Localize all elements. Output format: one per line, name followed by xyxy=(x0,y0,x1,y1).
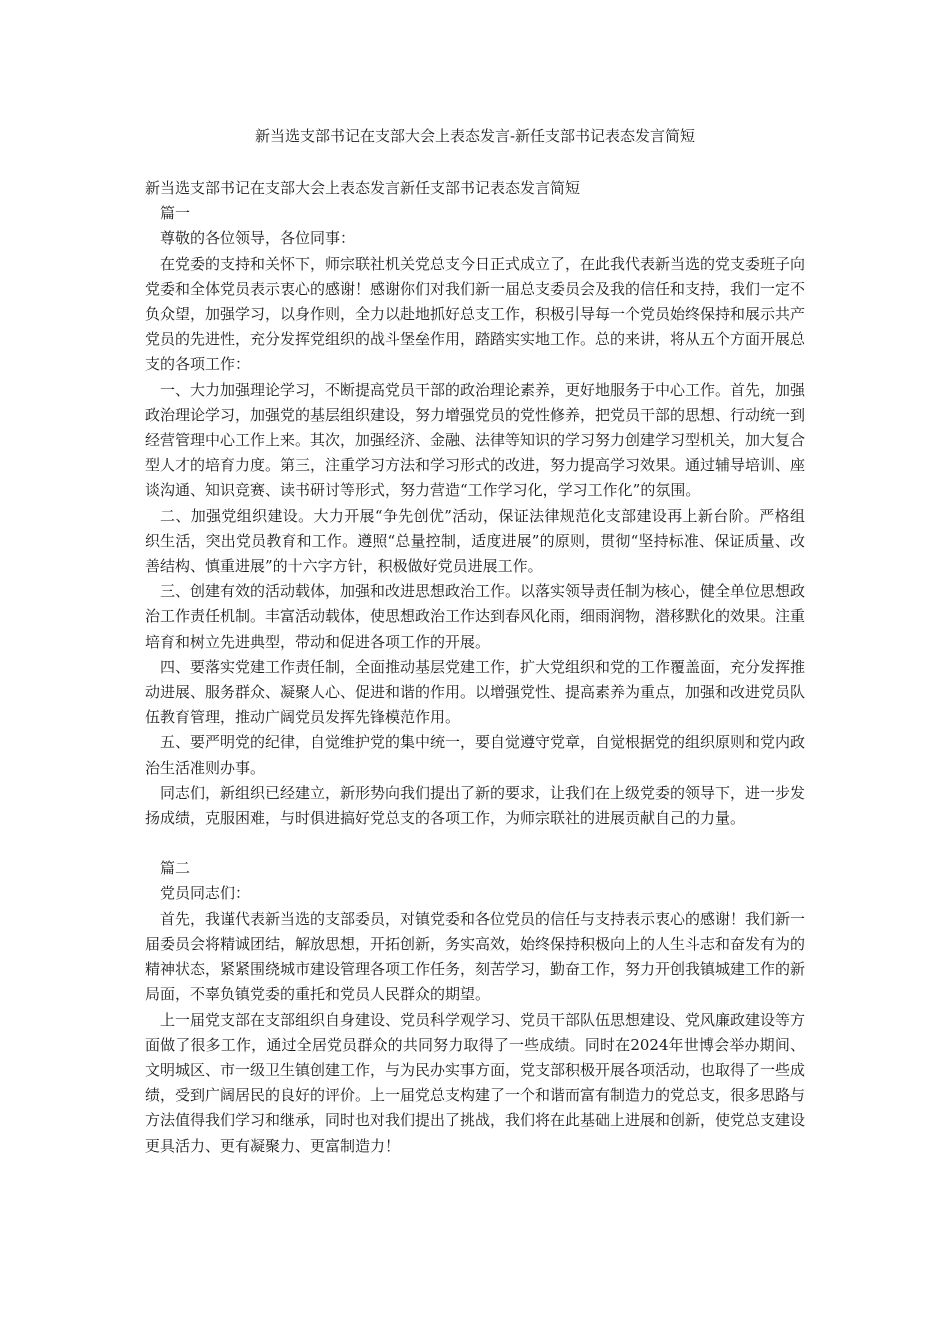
paragraph: 三、创建有效的活动载体，加强和改进思想政治工作。以落实领导责任制为核心，健全单位思想政治工作责任机制。丰富活动载体，使思想政治工作达到春风化雨，细雨润物，潜移默化的效果。注重培育和树立先进典型，带动和促进各项工作的开展。 xyxy=(145,582,806,651)
paragraph: 同志们，新组织已经建立，新形势向我们提出了新的要求，让我们在上级党委的领导下，进一步发扬成绩，克服困难，与时俱进搞好党总支的各项工作，为师宗联社的进展贡献自己的力量。 xyxy=(145,783,806,828)
section-spacer xyxy=(145,831,805,856)
paragraph: 在党委的支持和关怀下，师宗联社机关党总支今日正式成立了，在此我代表新当选的党支委班子向党委和全体党员表示衷心的感谢！感谢你们对我们新一届总支委员会及我的信任和支持，我们一定不负众望，加强学习，以身作则，全力以赴地抓好总支工作，积极引导每一个党员始终保持和展示共产党员的先进性，充分发挥党组织的战斗堡垒作用，踏踏实实地工作。总的来讲，将从五个方面开展总支的各项工作： xyxy=(145,254,806,374)
section-one xyxy=(145,201,805,831)
paragraph: 五、要严明党的纪律，自觉维护党的集中统一，要自觉遵守党章，自觉根据党的组织原则和党内政治生活准则办事。 xyxy=(145,733,806,777)
document-title: 新当选支部书记在支部大会上表态发言-新任支部书记表态发言简短 xyxy=(254,127,696,145)
salutation: 党员同志们： xyxy=(160,884,251,903)
paragraph: 首先，我谨代表新当选的支部委员，对镇党委和各位党员的信任与支持表示衷心的感谢！我们新一届委员会将精诚团结，解放思想，开拓创新，务实高效，始终保持积极向上的人生斗志和奋发有为的精神状态，紧紧围绕城市建设管理各项工作任务，刻苦学习，勤奋工作，努力开创我镇城建工作的新局面，不辜负镇党委的重托和党员人民群众的期望。 xyxy=(145,909,806,1004)
paragraph: 上一届党支部在支部组织自身建设、党员科学观学习、党员干部队伍思想建设、党风廉政建设等方面做了很多工作，通过全居党员群众的共同努力取得了一些成绩。同时在2024年世博会举办期间、文明城区、市一级卫生镇创建工作，与为民办实事方面，党支部积极开展各项活动，也取得了一些成绩，受到广阔居民的良好的评价。上一届党总支构建了一个和谐而富有制造力的党总支，很多思路与方法值得我们学习和继承，同时也对我们提出了挑战，我们将在此基础上进展和创新，使党总支建设更具活力、更有凝聚力、更富制造力！ xyxy=(145,1010,806,1155)
salutation: 尊敬的各位领导，各位同事： xyxy=(160,229,356,248)
paragraph: 四、要落实党建工作责任制，全面推动基层党建工作，扩大党组织和党的工作覆盖面，充分发挥推动进展、服务群众、凝聚人心、促进和谐的作用。以增强党性、提高素养为重点，加强和改进党员队伍教育管理，推动广阔党员发挥先锋模范作用。 xyxy=(145,657,806,727)
paragraph: 二、加强党组织建设。大力开展“争先创优”活动，保证法律规范化支部建设再上新台阶。严格组织生活，突出党员教育和工作。遵照“总量控制，适度进展”的原则，贯彻“坚持标准、保证质量、改善结构、慎重进展”的十六字方针，积极做好党员进展工作。 xyxy=(145,506,805,576)
document-page xyxy=(145,0,805,1344)
document-body xyxy=(145,176,805,1159)
section-two xyxy=(145,856,805,1158)
section-label: 篇二 xyxy=(160,859,191,878)
document-subtitle: 新当选支部书记在支部大会上表态发言新任支部书记表态发言简短 xyxy=(145,179,581,197)
section-label: 篇一 xyxy=(160,204,191,223)
paragraph: 一、大力加强理论学习，不断提高党员干部的政治理论素养，更好地服务于中心工作。首先，加强政治理论学习，加强党的基层组织建设，努力增强党员的党性修养，把党员干部的思想、行动统一到经营管理中心工作上来。其次，加强经济、金融、法律等知识的学习努力创建学习型机关，加大复合型人才的培育力度。第三，注重学习方法和学习形式的改进，努力提高学习效果。通过辅导培训、座谈沟通、知识竞赛、读书研讨等形式，努力营造“工作学习化，学习工作化”的氛围。 xyxy=(145,380,806,500)
